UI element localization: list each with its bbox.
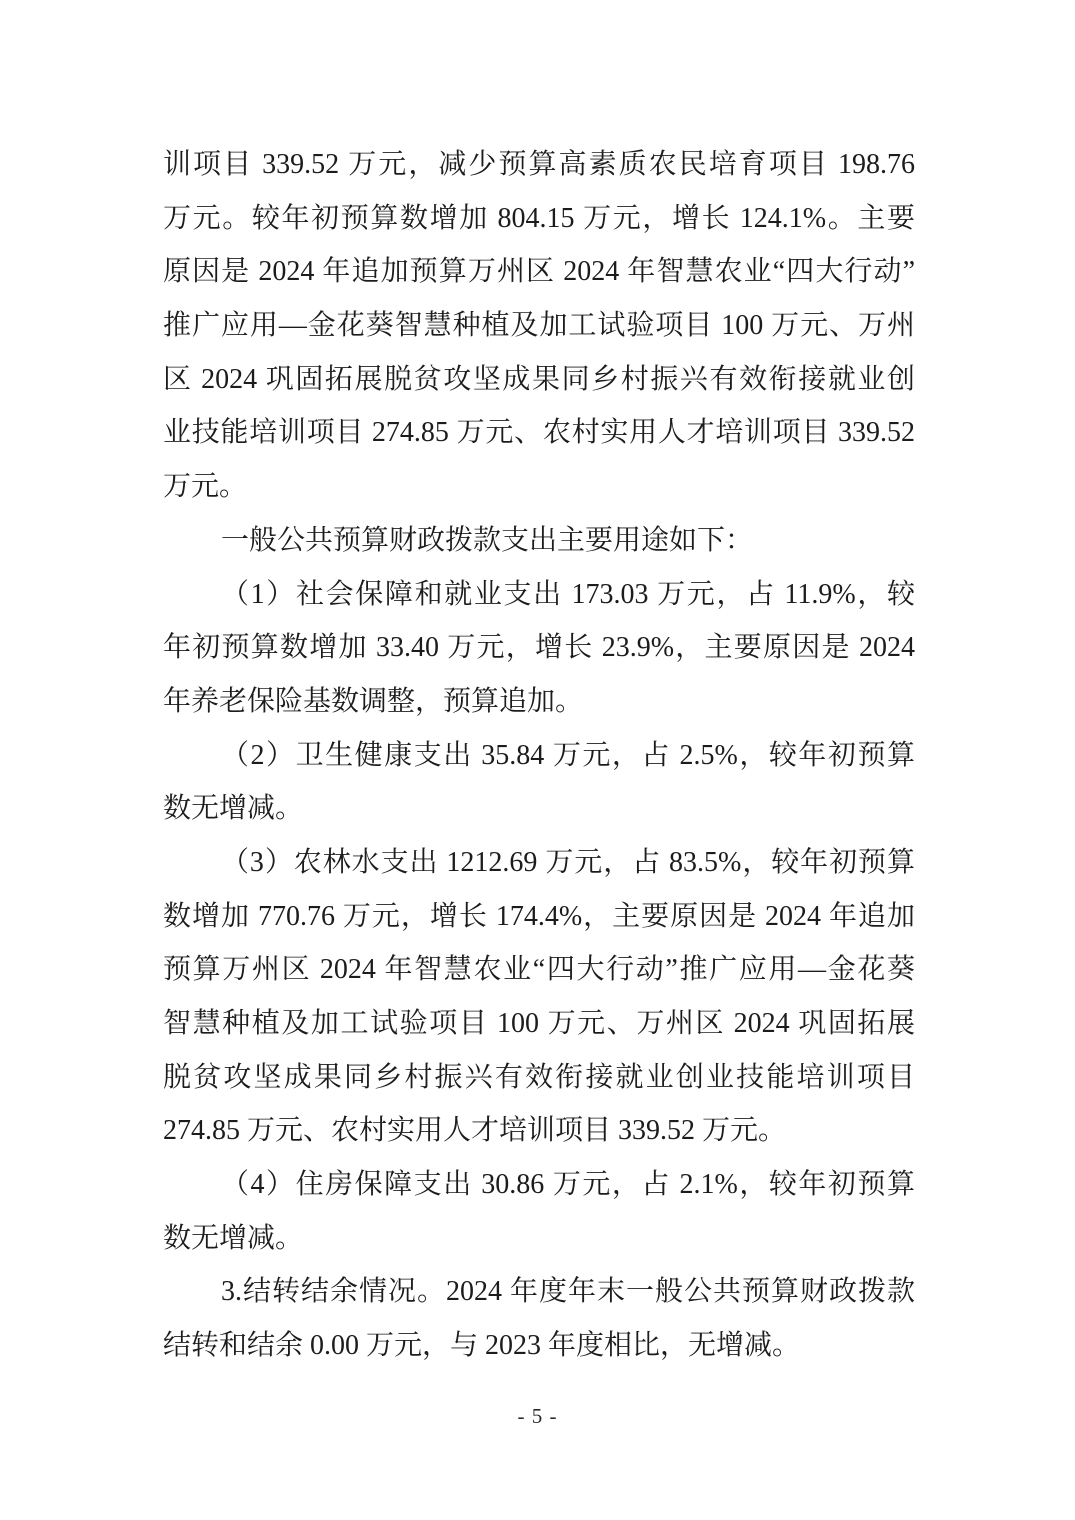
paragraph — [163, 729, 915, 836]
text-line: 一般公共预算财政拨款支出主要用途如下： — [221, 524, 754, 556]
page-number: - 5 - — [517, 1404, 558, 1428]
text-line: （3）农林水支出 1212.69 万元，占 83.5%，较年初预算 — [221, 846, 915, 878]
text-line: （1）社会保障和就业支出 173.03 万元，占 11.9%，较 — [221, 578, 915, 610]
text-line: 万元。 — [163, 471, 248, 503]
text-line: 数无增减。 — [163, 1222, 304, 1254]
paragraph — [163, 1265, 915, 1372]
text-line: 预算万州区 2024 年智慧农业“四大行动”推广应用—金花葵 — [163, 954, 915, 986]
text-line: 智慧种植及加工试验项目 100 万元、万州区 2024 巩固拓展 — [163, 1008, 915, 1039]
text-line: （4）住房保障支出 30.86 万元，占 2.1%，较年初预算 — [221, 1169, 915, 1201]
text-line: 3.结转结余情况。2024 年度年末一般公共预算财政拨款 — [221, 1276, 915, 1308]
paragraph — [163, 138, 915, 514]
text-line: 274.85 万元、农村实用人才培训项目 339.52 万元。 — [163, 1115, 787, 1147]
text-line: 结转和结余 0.00 万元，与 2023 年度相比，无增减。 — [163, 1330, 801, 1362]
text-line: 区 2024 巩固拓展脱贫攻坚成果同乡村振兴有效衔接就业创 — [163, 363, 915, 395]
text-line: 推广应用—金花葵智慧种植及加工试验项目 100 万元、万州 — [163, 310, 915, 342]
text-line: 业技能培训项目 274.85 万元、农村实用人才培训项目 339.52 — [163, 417, 915, 449]
text-line: 万元。较年初预算数增加 804.15 万元，增长 124.1%。主要 — [163, 202, 915, 234]
document-body — [163, 138, 915, 1373]
text-line: 脱贫攻坚成果同乡村振兴有效衔接就业创业技能培训项目 — [163, 1061, 915, 1093]
text-line: 年养老保险基数调整，预算追加。 — [163, 685, 584, 717]
text-line: 数增加 770.76 万元，增长 174.4%，主要原因是 2024 年追加 — [163, 900, 915, 932]
paragraph — [163, 836, 915, 1158]
text-line: 训项目 339.52 万元，减少预算高素质农民培育项目 198.76 — [163, 149, 915, 180]
paragraph — [163, 514, 915, 568]
paragraph — [163, 1158, 915, 1265]
text-line: 数无增减。 — [163, 793, 304, 825]
text-line: 原因是 2024 年追加预算万州区 2024 年智慧农业“四大行动” — [163, 256, 915, 288]
paragraph — [163, 568, 915, 729]
text-line: （2）卫生健康支出 35.84 万元，占 2.5%，较年初预算 — [221, 739, 915, 771]
text-line: 年初预算数增加 33.40 万元，增长 23.9%，主要原因是 2024 — [163, 632, 915, 664]
